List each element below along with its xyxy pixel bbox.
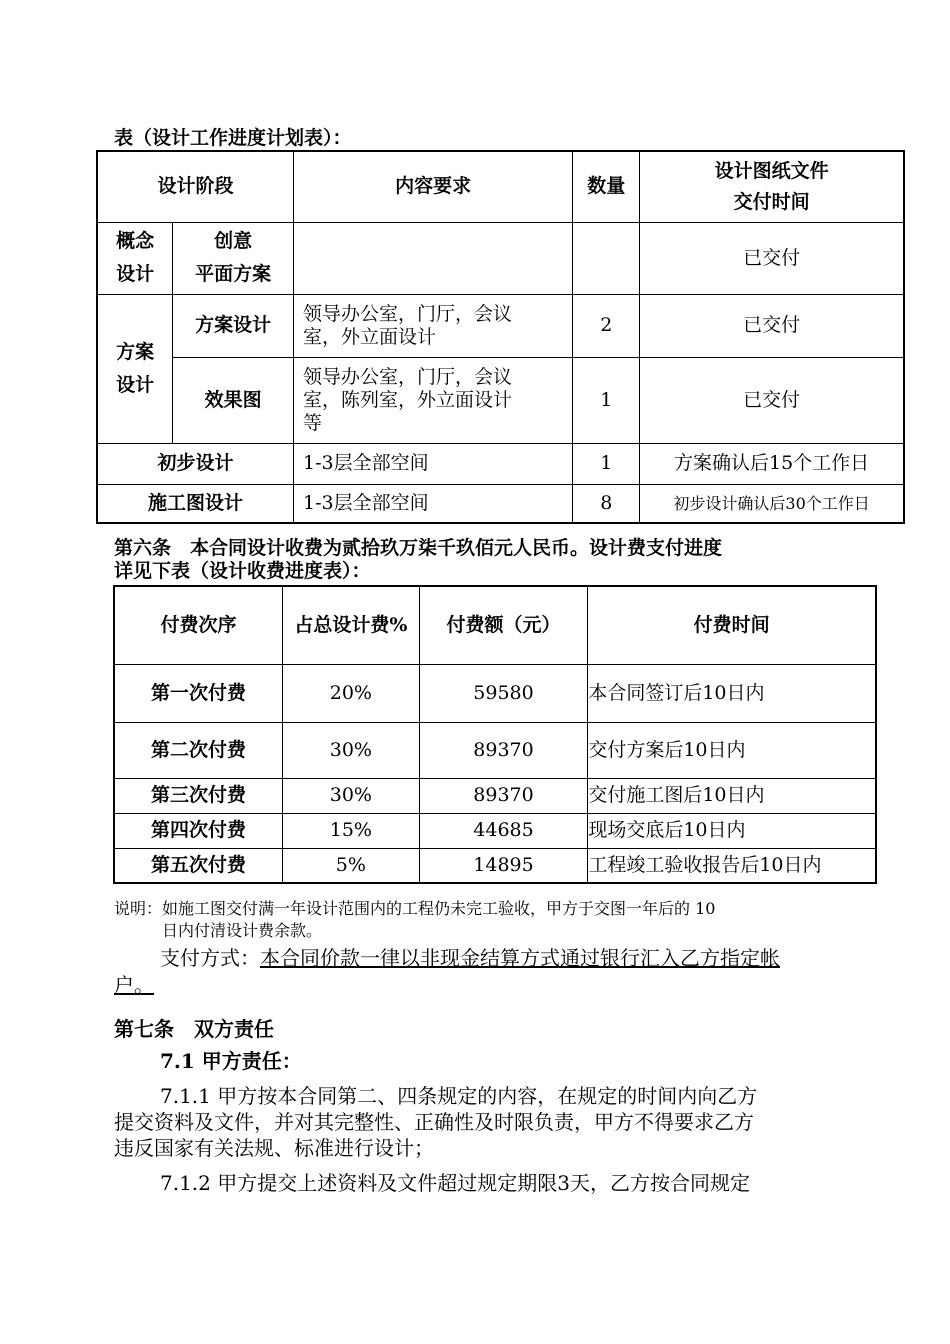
- note-line2: 日内付清设计费余款。: [162, 921, 323, 940]
- concept-group-l2: 设计: [116, 263, 155, 285]
- prelim-content: 1-3层全部空间: [294, 443, 573, 484]
- prelim-qty: 1: [573, 443, 640, 484]
- note-line1: 说明：如施工图交付满一年设计范围内的工程仍未完工验收，甲方于交图一年后的 10: [114, 899, 716, 918]
- render-content: [294, 357, 573, 443]
- p711-l3: 违反国家有关法规、标准进行设计；: [114, 1136, 434, 1160]
- pay-percent: 30%: [283, 722, 420, 778]
- pay-amount: 44685: [419, 813, 588, 848]
- scheme-content-l1: 领导办公室，门厅，会议: [303, 302, 513, 325]
- scheme-qty: 2: [573, 294, 640, 357]
- pay-header-percent: 占总设计费%: [283, 586, 420, 664]
- concept-qty: [573, 222, 640, 294]
- concept-sub-l1: 创意: [214, 230, 253, 252]
- construction-content: 1-3层全部空间: [294, 484, 573, 523]
- pay-order: 第四次付费: [114, 813, 283, 848]
- prelim-stage: 初步设计: [97, 443, 294, 484]
- concept-delivery: 已交付: [640, 222, 904, 294]
- prelim-delivery: 方案确认后15个工作日: [640, 443, 904, 484]
- table-row: [114, 848, 876, 883]
- concept-sub-l2: 平面方案: [195, 263, 272, 285]
- pay-percent: 15%: [283, 813, 420, 848]
- schedule-caption: 表（设计工作进度计划表）：: [114, 127, 352, 149]
- paragraph-7-1-1: [114, 1083, 757, 1161]
- construction-stage: 施工图设计: [97, 484, 294, 523]
- pay-order: 第五次付费: [114, 848, 283, 883]
- article7-title: 第七条 双方责任: [114, 1017, 274, 1041]
- construction-qty: 8: [573, 484, 640, 523]
- concept-sub: [173, 222, 294, 294]
- pay-time: 交付方案后10日内: [588, 722, 876, 778]
- scheme-group: [97, 294, 173, 443]
- header-delivery-l1: 设计图纸文件: [714, 159, 829, 182]
- p711-l1: 7.1.1 甲方按本合同第二、四条规定的内容，在规定的时间内向乙方: [160, 1084, 758, 1108]
- scheme-sub: 方案设计: [173, 294, 294, 357]
- render-content-l3: 等: [303, 411, 323, 434]
- header-qty: 数量: [573, 151, 640, 222]
- pay-time: 本合同签订后10日内: [588, 664, 876, 722]
- pay-percent: 30%: [283, 778, 420, 813]
- concept-group: [97, 222, 173, 294]
- render-qty: 1: [573, 357, 640, 443]
- payment-schedule-table: [113, 585, 877, 884]
- article6-line2: 详见下表（设计收费进度表）：: [114, 560, 371, 582]
- design-schedule-table: [96, 150, 905, 524]
- pay-time: 交付施工图后10日内: [588, 778, 876, 813]
- article6-line1: 第六条 本合同设计收费为贰拾玖万柒千玖佰元人民币。设计费支付进度: [114, 537, 723, 559]
- payment-method: [114, 945, 874, 999]
- scheme-content: [294, 294, 573, 357]
- table-row: [114, 778, 876, 813]
- concept-content: [294, 222, 573, 294]
- pay-percent: 20%: [283, 664, 420, 722]
- construction-delivery: 初步设计确认后30个工作日: [640, 484, 904, 523]
- render-delivery: 已交付: [640, 357, 904, 443]
- payment-method-text-l2: 户。: [114, 973, 154, 997]
- header-delivery: [640, 151, 904, 222]
- pay-header-amount: 付费额（元）: [419, 586, 588, 664]
- header-delivery-l2: 交付时间: [733, 190, 810, 213]
- pay-amount: 89370: [419, 722, 588, 778]
- section-7-1: 7.1 甲方责任：: [160, 1049, 302, 1073]
- payment-note: [114, 898, 715, 942]
- pay-amount: 59580: [419, 664, 588, 722]
- table-row: [114, 722, 876, 778]
- concept-group-l1: 概念: [116, 230, 155, 252]
- paragraph-7-1-2: 7.1.2 甲方提交上述资料及文件超过规定期限3天，乙方按合同规定: [160, 1171, 750, 1195]
- pay-time: 工程竣工验收报告后10日内: [588, 848, 876, 883]
- pay-order: 第三次付费: [114, 778, 283, 813]
- payment-method-text-l1: 本合同价款一律以非现金结算方式通过银行汇入乙方指定帐: [260, 946, 780, 970]
- header-content: 内容要求: [294, 151, 573, 222]
- table-row: [114, 813, 876, 848]
- pay-order: 第二次付费: [114, 722, 283, 778]
- scheme-content-l2: 室，外立面设计: [303, 325, 437, 348]
- scheme-delivery: 已交付: [640, 294, 904, 357]
- article6: [114, 537, 722, 583]
- pay-header-time: 付费时间: [588, 586, 876, 664]
- render-content-l2: 室，陈列室，外立面设计: [303, 388, 513, 411]
- header-stage: 设计阶段: [97, 151, 294, 222]
- scheme-group-l1: 方案: [116, 340, 155, 363]
- table-row: [114, 664, 876, 722]
- p711-l2: 提交资料及文件，并对其完整性、正确性及时限负责，甲方不得要求乙方: [114, 1110, 754, 1134]
- pay-amount: 89370: [419, 778, 588, 813]
- render-content-l1: 领导办公室，门厅，会议: [303, 365, 513, 388]
- pay-amount: 14895: [419, 848, 588, 883]
- scheme-group-l2: 设计: [116, 373, 155, 396]
- pay-percent: 5%: [283, 848, 420, 883]
- pay-header-order: 付费次序: [114, 586, 283, 664]
- render-sub: 效果图: [173, 357, 294, 443]
- payment-method-label: 支付方式：: [160, 946, 260, 970]
- pay-order: 第一次付费: [114, 664, 283, 722]
- pay-time: 现场交底后10日内: [588, 813, 876, 848]
